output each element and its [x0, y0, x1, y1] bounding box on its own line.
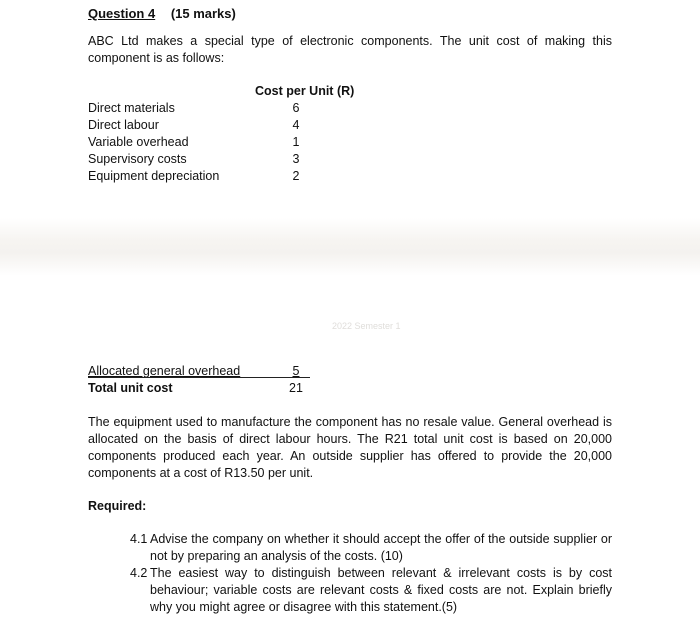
cost-column-header: Cost per Unit (R) — [255, 84, 355, 98]
required-item-number: 4.1 — [130, 532, 148, 546]
cost-row — [88, 135, 318, 152]
body-paragraph: The equipment used to manufacture the component has no resale value. General overhead is allocated on the basis of direct labour hours. The R21 total unit cost is based on 20,000 components produced each year. An outside supplier has offered to provide the 20,000 components at a cost of R13.50 per unit. — [88, 415, 612, 480]
cost-row — [88, 152, 318, 169]
required-item-number: 4.2 — [130, 566, 148, 580]
cost-row-value: 6 — [292, 101, 300, 115]
cost-row-value: 4 — [292, 118, 300, 132]
cost-row-label: Variable overhead — [88, 135, 189, 149]
cost-row-label: Direct labour — [88, 118, 159, 132]
cost-row-label: Direct materials — [88, 101, 175, 115]
total-cost-row — [88, 381, 318, 398]
required-list — [130, 531, 612, 616]
page-break-band — [0, 218, 700, 276]
total-cost-label: Total unit cost — [88, 381, 173, 395]
watermark-text: 2022 Semester 1 — [332, 321, 401, 331]
question-marks: (15 marks) — [170, 6, 236, 21]
total-rule — [88, 377, 310, 378]
question-header — [88, 6, 236, 21]
required-heading: Required: — [88, 499, 147, 513]
total-cost-value: 21 — [289, 381, 303, 395]
cost-row — [88, 101, 318, 118]
required-item-text: Advise the company on whether it should accept the offer of the outside supplier or not by preparing an analysis of the costs. (10) — [150, 532, 612, 563]
cost-row — [88, 118, 318, 135]
required-item — [130, 531, 612, 565]
allocated-overhead-label: Allocated general overhead — [88, 364, 241, 378]
allocated-overhead-value: 5 — [292, 364, 300, 378]
cost-row — [88, 169, 318, 186]
intro-paragraph: ABC Ltd makes a special type of electronic components. The unit cost of making this component is as follows: — [88, 34, 612, 65]
required-item — [130, 565, 612, 616]
allocated-overhead-row — [88, 364, 318, 381]
cost-row-value: 3 — [292, 152, 300, 166]
cost-row-value: 2 — [292, 169, 300, 183]
cost-row-value: 1 — [292, 135, 300, 149]
cost-row-label: Equipment depreciation — [88, 169, 220, 183]
cost-row-label: Supervisory costs — [88, 152, 187, 166]
required-item-text: The easiest way to distinguish between relevant & irrelevant costs is by cost behaviour; variable costs are relevant costs & fixed costs are not. Explain briefly why you might agree or disagree with this statement.(5) — [150, 566, 612, 614]
question-number: Question 4 — [88, 6, 156, 21]
